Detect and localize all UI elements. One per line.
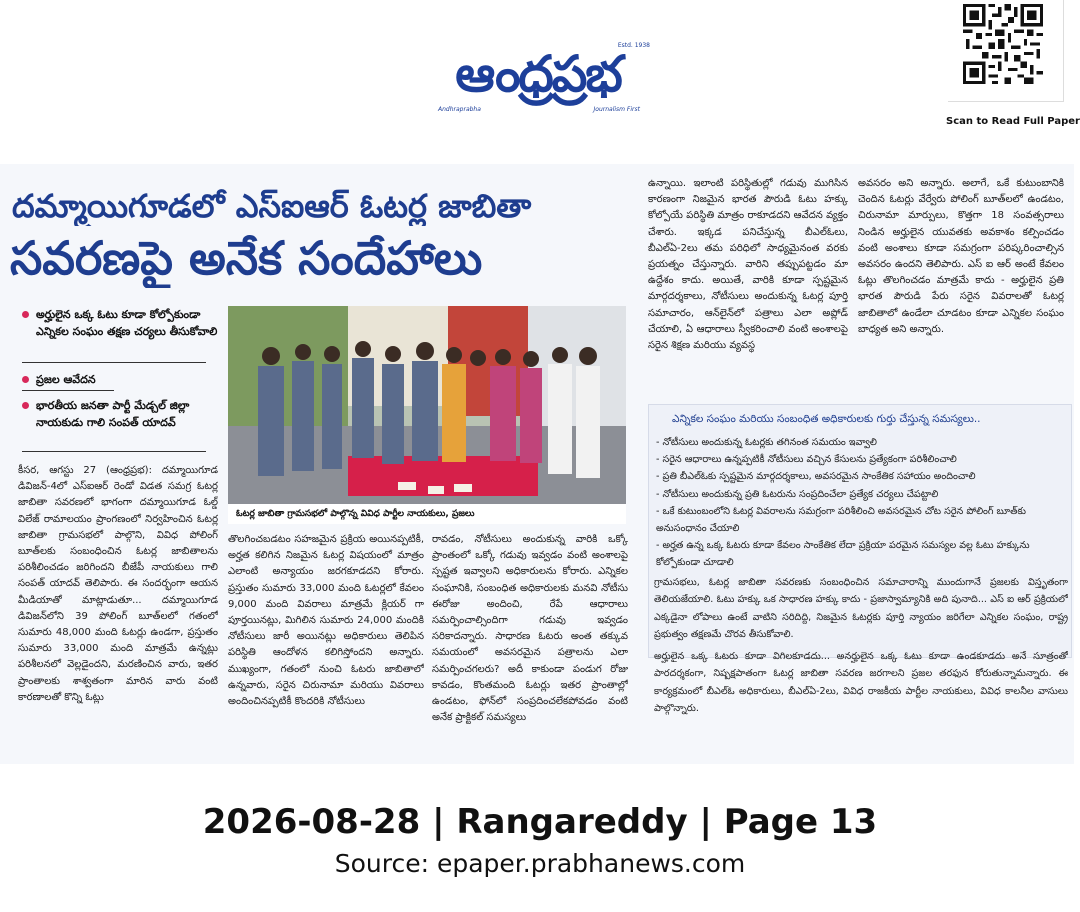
bullet-dot-icon — [22, 311, 29, 318]
article-column-3: రావడం, నోటీసులు అందుకున్న వారికి ఒక్కో ప్రాంతంలో ఒక్కో గడువు ఇవ్వడం వంటి అంశాలపై స్పష్టత ఇవ్వాలని అధికారులను కోరారు. ఎన్నికల సంఘానికి, సంబంధిత అధికారులకు మనవి నోటీసు ఈరోజు అందించి, రేపే ఆధారాలు సమర్పించాల్సిందిగా గడువు ఇవ్వడం సరికాదన్నారు. సాధారణ ఓటరు అంత తక్కువ సమయంలో అవసరమైన పత్రాలను ఎలా సమర్పించగలరు? అదీ కాకుండా పండుగ రోజు కావడం, కొంతమంది ఓటర్లు ఇతర ప్రాంతాల్లో ఉండటం, ఫోన్‌లో సంప్రదించలేకపోవడం వంటి అనేక ప్రాక్టికల్ సమస్యలు — [432, 534, 628, 724]
article-column-5: అవసరం అని అన్నారు. అలాగే, ఒకే కుటుంబానికి చెందిన ఓటర్లు వేర్వేరు పోలింగ్ బూత్‌లలో ఉండటం, చిరునామా మార్పులు, కొత్తగా 18 సంవత్సరాలు నిండిన అర్హులైన యువతకు అవకాశం కల్పించడం వంటి అంశాలు కూడా సమగ్రంగా పరిష్కరించాల్సిన అవసరం ఉందని తెలిపారు. ఎస్ ఐ ఆర్ అంటే కేవలం ఓట్లు తొలగించడం మాత్రమే కాదు - అర్హులైన ప్రతి భారత పౌరుడి పేరు సరైన వివరాలతో ఓటర్ల జాబితాలో ఉండేలా చూడటం కూడా ఎన్నికల సంఘం బాధ్యత అని అన్నారు. — [858, 178, 1064, 335]
source-link[interactable]: Source: epaper.prabhanews.com — [334, 849, 746, 878]
issues-list — [656, 434, 1070, 572]
issue-item: - ఒకే కుటుంబంలోని ఓటర్ల వివరాలను సమగ్రంగా పరిశీలించి అవసరమైన చోట సరైన పోలింగ్ బూత్‌కు అనుసంధానం చేయాలి — [656, 505, 1026, 535]
bullet-divider — [22, 390, 114, 391]
news-photo — [228, 306, 626, 504]
headline-line-2: సవరణపై అనేక సందేహాలు — [10, 231, 483, 285]
headline-line-1: దమ్మాయిగూడలో ఎస్ఐఆర్ ఓటర్ల జాబితా — [12, 187, 532, 225]
closing-paragraph-1: గ్రామసభలు, ఓటర్ల జాబితా సవరణకు సంబంధించిన సమాచారాన్ని ముందుగానే ప్రజలకు విస్తృతంగా తెలియజేయాలి. ఓటు హక్కు ఒక సాధారణ హక్కు కాదు - ప్రజాస్వామ్యానికి అది పునాది... ఎస్ ఐ ఆర్ ప్రక్రియలో ఎక్కడైనా లోపాలు ఉంటే వాటిని సరిదిద్ది, నిజమైన ఓటర్లకు పూర్తి న్యాయం జరిగేలా ఎన్నికల సంఘం, రాష్ట్ర ప్రభుత్వం తక్షణమే చొరవ తీసుకోవాలి. — [654, 577, 1068, 641]
estd-label: Estd. 1938 — [617, 42, 650, 49]
logo-subtitle-left: Andhraprabha — [438, 106, 481, 113]
qr-caption: Scan to Read Full Paper — [946, 116, 1080, 127]
bullet-text: భారతీయ జనతా పార్టీ మేడ్చల్ జిల్లా నాయకుడు గాలి సంపత్ యాదవ్ — [36, 399, 190, 429]
qr-code-icon[interactable] — [963, 4, 1043, 84]
qr-code-panel[interactable] — [948, 0, 1064, 102]
highlight-bullet-3 — [22, 397, 222, 431]
bullet-divider — [22, 362, 206, 363]
masthead-logo — [420, 42, 656, 120]
issue-item: - సరైన ఆధారాలు ఉన్నప్పటికీ నోటీసులు వచ్చిన కేసులను ప్రత్యేకంగా పరిశీలించాలి — [656, 454, 957, 466]
bullet-dot-icon — [22, 376, 29, 383]
article-column-4: ఉన్నాయి. ఇలాంటి పరిస్థితుల్లో గడువు ముగిసిన కారణంగా నిజమైన భారత పౌరుడి ఓటు హక్కు కోల్పోయే పరిస్థితి మాత్రం రాకూడదని ఆవేదన వ్యక్తం చేశారు. ఇక్కడ పనిచేస్తున్న బీఎల్‌ఓలు, బీఎల్‌ఏ-2లు తమ పరిధిలో సాధ్యమైనంత వరకు ప్రయత్నం చేస్తున్నారు. వారిని తప్పుపట్టడం మా ఉద్దేశం కాదు. అయితే, వారికి కూడా స్పష్టమైన మార్గదర్శకాలు, నోటీసులు అందుకున్న ఓటర్ల పూర్తి సమాచారం, ఆన్‌లైన్‌లో పత్రాలు ఎలా అప్లోడ్ చేయాలి, ఏ ఆధారాలు స్వీకరించాలి వంటి అంశాలపై సరైన శిక్షణ మరియు వ్యవస్థ — [648, 178, 848, 352]
bullet-dot-icon — [22, 402, 29, 409]
photo-caption: ఓటర్ల జాబితా గ్రామసభలో పాల్గొన్న వివిధ పార్టీల నాయకులు, ప్రజలు — [236, 509, 475, 519]
issue-item: - నోటీసులు అందుకున్న ప్రతి ఓటరును సంప్రదించేలా ప్రత్యేక చర్యలు చేపట్టాలి — [656, 488, 939, 500]
issues-title: ఎన్నికల సంఘం మరియు సంబంధిత అధికారులకు గుర్తు చేస్తున్న సమస్యలు.. — [672, 413, 981, 425]
bullet-divider — [22, 451, 206, 452]
highlight-bullet-1 — [22, 306, 222, 340]
closing-paragraph-2: అర్హులైన ఒక్క ఓటరు కూడా విగిలకూడదు... అనర్హులైన ఒక్క ఓటు కూడా ఉండకూడదు అనే సూత్రంతో పారదర్శకంగా, నిష్పక్షపాతంగా ఓటర్ల జాబితా సవరణ జరగాలని ప్రజల తరఫున కోరుతున్నామన్నారు. ఈ కార్యక్రమంలో బీఎల్‌ఓ అధికారులు, బీఎల్‌ఏ-2లు, వివిధ రాజకీయ పార్టీల నాయకులు, వివిధ కాలనీల వాసులు పాల్గొన్నారు. — [654, 651, 1068, 715]
newspaper-logo-text: ఆంధ్రప్రభ — [455, 45, 621, 103]
edition-info: 2026-08-28 | Rangareddy | Page 13 — [202, 802, 878, 842]
article-column-2: తొలగించబడటం సహజమైన ప్రక్రియ అయినప్పటికీ, అర్హత కలిగిన నిజమైన ఓటర్ల విషయంలో మాత్రం ఎలాంటి అన్యాయం జరగకూడదని కోరారు. ప్రస్తుతం సుమారు 33,000 మంది ఓటర్లలో కేవలం 9,000 మంది వివరాలు మాత్రమే క్లియర్ గా పూర్తయినట్లు, మిగిలిన సుమారు 24,000 మందికి నోటీసులు జారీ అయినట్లు అధికారులు తెలిపిన పరిస్థితి ఆందోళన కలిగిస్తోందని అన్నారు. ముఖ్యంగా, గతంలో నుంచి ఓటరు జాబితాలో ఉన్నవారు, సరైన చిరునామా మరియు వివరాలు అందించినప్పటికీ కొందరికి నోటీసులు — [228, 534, 424, 708]
issue-item: - అర్హత ఉన్న ఒక్క ఓటరు కూడా కేవలం సాంకేతిక లేదా ప్రక్రియా పరమైన సమస్యల వల్ల ఓటు హక్కును కోల్పోకుండా చూడాలి — [656, 540, 1030, 569]
bullet-text: ప్రజల ఆవేదన — [36, 373, 96, 386]
bullet-text: అర్హులైన ఒక్క ఓటు కూడా కోల్పోకుండా ఎన్నికల సంఘం తక్షణ చర్యలు తీసుకోవాలి — [36, 308, 218, 338]
issue-item: - ప్రతి బీఎల్‌ఓకు స్పష్టమైన మార్గదర్శకాలు, అవసరమైన సాంకేతిక సహాయం అందించాలి — [656, 471, 976, 483]
logo-subtitle-right: Journalism First — [593, 106, 640, 113]
highlight-bullet-2 — [22, 371, 222, 388]
issue-item: - నోటీసులు అందుకున్న ఓటర్లకు తగినంత సమయం ఇవ్వాలి — [656, 437, 877, 448]
article-column-1: కీసర, ఆగస్టు 27 (ఆంధ్రప్రభ): దమ్మాయిగూడ డివిజన్-4లో ఎస్ఐఆర్ రెండో విడత సమగ్ర ఓటర్ల జాబితా సవరణలో భాగంగా దమ్మాయిగూడ ఓల్డ్ విలేజ్ రామాలయం ప్రాంగణంలో నిర్వహించిన ఓటర్ల జాబితా గ్రామసభలో పాల్గొని, వివిధ పోలింగ్ బూత్‌లకు సంబంధించిన ఓటర్ల జాబితాలను పరిశీలించడం జరిగిందని బీజేపీ నాయకులు గాలి సంపత్ యాదవ్ తెలిపారు. ఈ సందర్భంగా ఆయన మీడియాతో మాట్లాడుతూ... దమ్మాయిగూడ డివిజన్‌లోని 39 పోలింగ్ బూత్‌లలో గతంలో సుమారు 48,000 మంది ఓటర్లు ఉండగా, ప్రస్తుతం సుమారు 33,000 మంది మాత్రమే ఉన్నట్లు పరిశీలనలో వెల్లడైందని, మరణించిన వారు, ఇతర ప్రాంతాలకు శాశ్వతంగా మారిన వారు వంటి కారణాలతో కొన్ని ఓట్లు — [18, 465, 218, 703]
